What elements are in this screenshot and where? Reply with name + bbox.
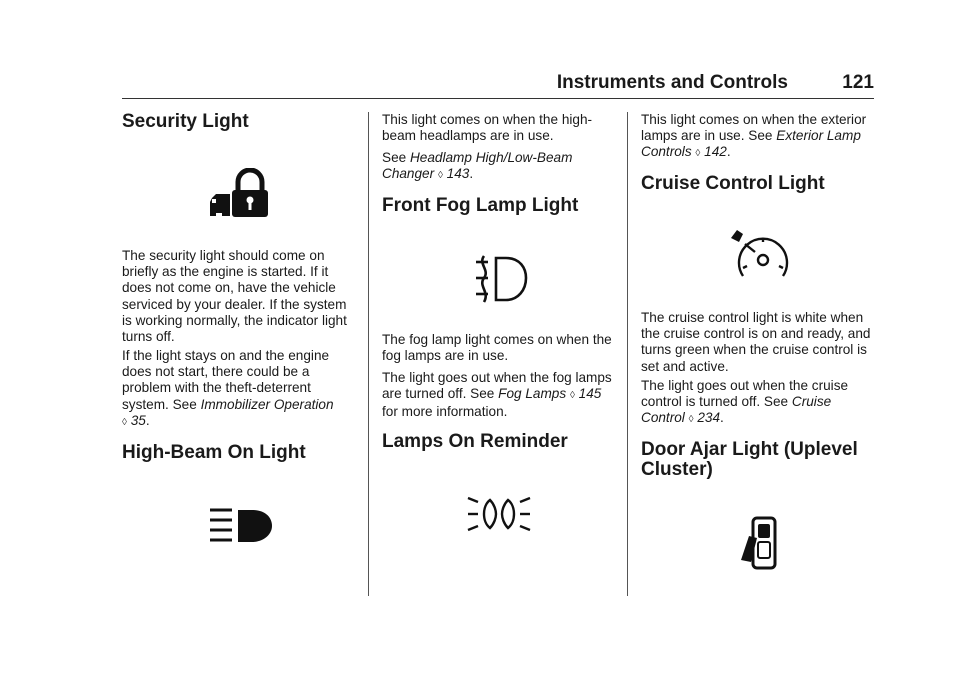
page-ref-icon: ◊ xyxy=(122,416,127,428)
cruise-control-icon xyxy=(729,228,791,284)
page-header xyxy=(0,70,874,100)
front-fog-lamp-heading: Front Fog Lamp Light xyxy=(382,195,579,216)
page-ref-icon: ◊ xyxy=(569,390,575,402)
column-divider-2 xyxy=(627,112,628,596)
front-fog-lamp-icon xyxy=(472,252,528,308)
column-divider-1 xyxy=(368,112,369,596)
cruise-paragraph-2: The light goes out when the cruise control is turned off. See Cruise Control ◊ 234. xyxy=(641,378,849,426)
page-reference[interactable]: 234 xyxy=(697,410,721,426)
page-reference[interactable]: 143 xyxy=(446,166,470,182)
door-ajar-icon xyxy=(737,516,779,572)
security-light-heading: Security Light xyxy=(122,111,249,132)
cruise-control-heading: Cruise Control Light xyxy=(641,173,825,194)
page-ref-icon: ◊ xyxy=(695,148,701,160)
high-beam-paragraph-1: This light comes on when the high-beam headlamps are in use. xyxy=(382,112,593,144)
security-lock-car-icon xyxy=(208,168,272,222)
page-ref-icon: ◊ xyxy=(688,414,694,426)
page-reference[interactable]: 35 xyxy=(130,412,146,428)
header-rule xyxy=(122,98,874,99)
cross-reference[interactable]: Fog Lamps xyxy=(498,386,567,402)
high-beam-icon xyxy=(208,506,274,548)
lamps-on-reminder-icon xyxy=(466,494,532,534)
high-beam-paragraph-2: See Headlamp High/Low-Beam Changer ◊ 143. xyxy=(382,150,573,182)
cross-reference[interactable]: Exterior Lamp Controls xyxy=(641,128,861,160)
page-ref-icon: ◊ xyxy=(437,170,443,182)
cross-reference[interactable]: Headlamp High/Low-Beam Changer xyxy=(382,150,573,182)
fog-paragraph-2: The light goes out when the fog lamps are turned off. See Fog Lamps ◊ 145 for more information. xyxy=(382,370,612,420)
security-paragraph-1: The security light should come on briefly as the engine is started. If it does not come on, have the vehicle serviced by your dealer. If the system is working normally, the indicator light turns off. xyxy=(122,248,347,345)
security-paragraph-2: If the light stays on and the engine does not start, there could be a problem with the theft-deterrent system. See Immobilizer Operation ◊ 35. xyxy=(122,348,334,428)
cross-reference[interactable]: Immobilizer Operation xyxy=(200,396,334,412)
lamps-on-reminder-heading: Lamps On Reminder xyxy=(382,431,568,452)
page-reference[interactable]: 145 xyxy=(578,386,602,402)
cruise-paragraph-1: The cruise control light is white when the cruise control is on and ready, and turns green when the cruise control is set and active. xyxy=(641,310,871,374)
page-number: 121 xyxy=(842,72,874,93)
section-title: Instruments and Controls xyxy=(556,72,788,93)
cross-reference[interactable]: Cruise Control xyxy=(641,394,832,426)
door-ajar-heading: Door Ajar Light (Uplevel Cluster) xyxy=(641,439,858,480)
reminder-paragraph-1: This light comes on when the exterior lamps are in use. See Exterior Lamp Controls ◊ 142. xyxy=(641,112,867,160)
high-beam-heading: High-Beam On Light xyxy=(122,442,306,463)
fog-paragraph-1: The fog lamp light comes on when the fog lamps are in use. xyxy=(382,332,612,364)
page-reference[interactable]: 142 xyxy=(704,144,727,160)
